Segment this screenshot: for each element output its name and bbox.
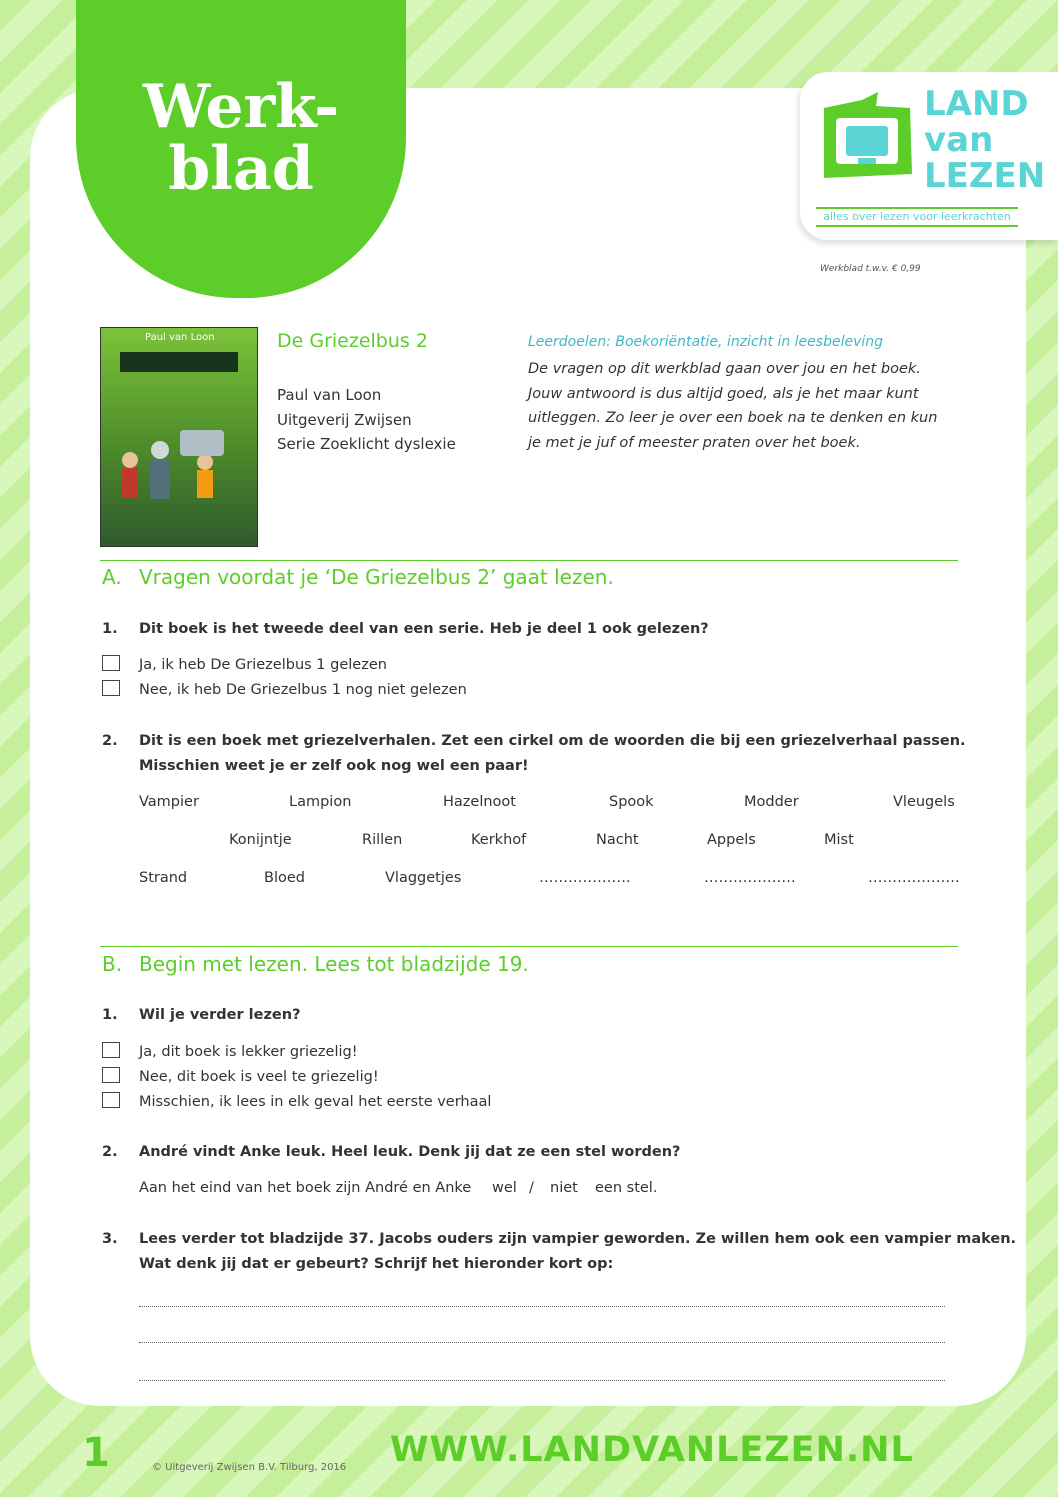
answer-line[interactable]	[139, 1306, 945, 1307]
question-b1: 1. Wil je verder lezen?	[102, 1007, 301, 1023]
worksheet-title: Werk- blad	[142, 72, 340, 204]
question-b3: 3. Lees verder tot bladzijde 37. Jacobs ouders zijn vampier geworden. Ze willen hem ook een vampier maken. Wat denk jij dat er gebeurt? Schrijf het hieronder kort op:	[102, 1231, 1017, 1272]
checkbox[interactable]	[102, 655, 120, 671]
word-option[interactable]: Bloed	[264, 870, 305, 886]
word-option[interactable]: Nacht	[596, 832, 639, 848]
book-publisher: Uitgeverij Zwijsen	[277, 410, 412, 429]
page-number: 1	[82, 1430, 110, 1476]
word-option[interactable]: Konijntje	[229, 832, 292, 848]
cover-title-bar	[120, 352, 238, 372]
option-b1-yes[interactable]: Ja, dit boek is lekker griezelig!	[102, 1042, 358, 1060]
logo-text: LAND van LEZEN	[924, 84, 1046, 196]
learning-goals-title: Leerdoelen: Boekoriëntatie, inzicht in leesbeleving	[528, 334, 884, 350]
word-blank[interactable]: ……………….	[704, 870, 796, 886]
word-option[interactable]: Spook	[609, 794, 654, 810]
word-blank[interactable]: ……………….	[868, 870, 960, 886]
word-option[interactable]: Lampion	[289, 794, 352, 810]
word-option[interactable]: Kerkhof	[471, 832, 527, 848]
answer-b2-prefix: Aan het eind van het boek zijn André en Anke	[139, 1180, 472, 1196]
answer-b2-suffix: een stel.	[595, 1180, 658, 1196]
word-option[interactable]: Strand	[139, 870, 188, 886]
divider	[100, 560, 958, 561]
section-b-heading: B. Begin met lezen. Lees tot bladzijde 19.	[102, 952, 529, 976]
option-a1-yes[interactable]: Ja, ik heb De Griezelbus 1 gelezen	[102, 655, 387, 673]
book-title: De Griezelbus 2	[277, 330, 428, 352]
price-note: Werkblad t.w.v. € 0,99	[820, 264, 921, 274]
word-option[interactable]: Mist	[824, 832, 854, 848]
answer-slash: /	[529, 1180, 534, 1196]
word-blank[interactable]: ……………….	[539, 870, 631, 886]
cover-author: Paul van Loon	[145, 332, 215, 343]
option-b1-no[interactable]: Nee, dit boek is veel te griezelig!	[102, 1067, 379, 1085]
checkbox[interactable]	[102, 1067, 120, 1083]
word-option[interactable]: Modder	[744, 794, 799, 810]
word-option[interactable]: Vlaggetjes	[385, 870, 462, 886]
copyright: © Uitgeverij Zwijsen B.V. Tilburg, 2016	[152, 1462, 347, 1473]
answer-wel[interactable]: wel	[492, 1180, 517, 1196]
book-author: Paul van Loon	[277, 386, 382, 404]
divider	[100, 946, 958, 947]
learning-goals-text: De vragen op dit werkblad gaan over jou en het boek. Jouw antwoord is dus altijd goed, als je het maar kunt uitleggen. Zo leer je over een boek na te denken en kun je met je juf of meester praten over het boek.	[528, 361, 938, 451]
option-b1-maybe[interactable]: Misschien, ik lees in elk geval het eerste verhaal	[102, 1092, 491, 1110]
website-link[interactable]: WWW.LANDVANLEZEN.NL	[390, 1430, 914, 1470]
word-option[interactable]: Hazelnoot	[443, 794, 516, 810]
checkbox[interactable]	[102, 1042, 120, 1058]
section-a-heading: A. Vragen voordat je ‘De Griezelbus 2’ gaat lezen.	[102, 565, 614, 589]
answer-niet[interactable]: niet	[550, 1180, 578, 1196]
question-b2: 2. André vindt Anke leuk. Heel leuk. Denk jij dat ze een stel worden?	[102, 1144, 681, 1160]
tv-book-icon	[818, 90, 918, 190]
cover-illustration	[110, 420, 240, 500]
question-a1: 1. Dit boek is het tweede deel van een serie. Heb je deel 1 ook gelezen?	[102, 621, 709, 637]
book-series: Serie Zoeklicht dyslexie	[277, 435, 456, 453]
word-option[interactable]: Appels	[707, 832, 756, 848]
question-a2: 2. Dit is een boek met griezelverhalen. Zet een cirkel om de woorden die bij een griezelverhaal passen. Misschien weet je er zelf ook nog wel een paar!	[102, 733, 966, 774]
book-info	[277, 383, 456, 457]
word-option[interactable]: Vampier	[139, 794, 199, 810]
word-option[interactable]: Rillen	[362, 832, 403, 848]
answer-line[interactable]	[139, 1342, 945, 1343]
checkbox[interactable]	[102, 680, 120, 696]
answer-line[interactable]	[139, 1380, 945, 1381]
logo-tagline: alles over lezen voor leerkrachten	[816, 207, 1018, 227]
word-option[interactable]: Vleugels	[893, 794, 955, 810]
checkbox[interactable]	[102, 1092, 120, 1108]
option-a1-no[interactable]: Nee, ik heb De Griezelbus 1 nog niet gelezen	[102, 680, 467, 698]
